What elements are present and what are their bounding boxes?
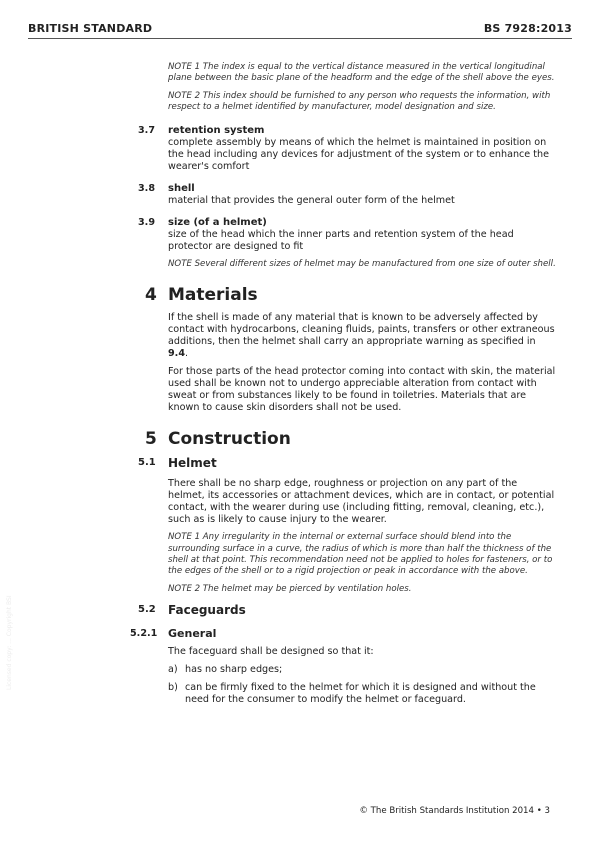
header-right: BS 7928:2013 <box>483 22 572 35</box>
header-left: BRITISH STANDARD <box>28 22 153 35</box>
materials-paragraph-1: If the shell is made of any material that is known to be adversely affected by contact with hydrocarbons, cleaning fluids, paints, transfers or other extraneous additions, then the helmet shall carry an appropriate warning as specified in 9.4. <box>168 312 555 360</box>
section-number: 4 <box>145 285 157 306</box>
definition-note: NOTE Several different sizes of helmet may be manufactured from one size of outer shell. <box>168 259 556 270</box>
helmet-paragraph: There shall be no sharp edge, roughness or projection on any part of the helmet, its accessories or attachment devices, which are in contact, or potential contact, with the wearer during use (including fitting, removal, cleaning, etc.), such as is likely to cause injury to the wearer. <box>168 478 555 526</box>
term: retention system <box>168 125 265 137</box>
subsection-title: Faceguards <box>168 602 246 617</box>
list-item-text: has no sharp edges; <box>185 663 283 675</box>
subsection-5-1-heading <box>0 456 600 472</box>
subsection-number: 5.2.1 <box>130 627 158 639</box>
definition-3-7 <box>0 125 600 173</box>
note-1: NOTE 1 The index is equal to the vertical distance measured in the vertical longitudinal plane between the basic plane of the headform and the edge of the shell above the eyes. <box>168 62 555 84</box>
running-header <box>28 22 572 35</box>
definition-text: size of the head which the inner parts and retention system of the head protector are designed to fit <box>168 229 514 253</box>
subsection-title: Helmet <box>168 456 217 471</box>
subsection-number: 5.1 <box>138 457 156 469</box>
clause-number: 3.8 <box>138 183 155 195</box>
section-title: Construction <box>168 429 291 450</box>
header-rule <box>28 38 572 39</box>
definition-3-9 <box>0 217 600 270</box>
page-footer: © The British Standards Institution 2014 • 3 <box>359 806 550 816</box>
clause-number: 3.7 <box>138 125 155 137</box>
subsection-5-2-heading <box>0 603 600 619</box>
sidebar-licence-text: Licensed copy: ... Copyright BSI <box>6 595 13 690</box>
subsection-title: General <box>168 626 217 640</box>
term: size (of a helmet) <box>168 217 267 229</box>
definition-3-8 <box>0 183 600 207</box>
faceguard-intro: The faceguard shall be designed so that it: <box>168 645 374 657</box>
list-marker: b) <box>168 681 178 693</box>
list-item-text: can be firmly fixed to the helmet for which it is designed and without the need for the consumer to modify the helmet or faceguard. <box>185 681 536 705</box>
subsection-number: 5.2 <box>138 603 156 615</box>
section-number: 5 <box>145 429 157 450</box>
section-5-heading <box>0 428 600 452</box>
list-marker: a) <box>168 663 178 675</box>
clause-reference: 9.4 <box>168 348 185 360</box>
page-content <box>0 62 600 706</box>
note-2: NOTE 2 This index should be furnished to any person who requests the information, with respect to a helmet identified by manufacturer, model designation and size. <box>168 90 551 112</box>
section-title: Materials <box>168 285 258 306</box>
helmet-note-1: NOTE 1 Any irregularity in the internal or external surface should blend into the surrounding surface in a curve, the radius of which is more than half the thickness of the shell at that point. This recommendation need not be applied to holes for fasteners, or to the edges of the shell or to a rigid projection or peak in accordance with the above. <box>168 532 553 577</box>
list-item <box>168 664 556 676</box>
definition-text: material that provides the general outer form of the helmet <box>168 195 455 207</box>
section-4-heading <box>0 284 600 308</box>
clause-number: 3.9 <box>138 217 155 229</box>
materials-paragraph-2: For those parts of the head protector coming into contact with skin, the material used shall be known not to undergo appreciable alteration from contact with sweat or from substances likely to be found in toiletries. Materials that are known to cause skin disorders shall not be used. <box>168 366 556 414</box>
term: shell <box>168 183 195 195</box>
definition-text: complete assembly by means of which the helmet is maintained in position on the head including any devices for adjustment of the system or to enhance the wearer's comfort <box>168 137 550 173</box>
list-item <box>168 682 556 706</box>
subsection-5-2-1-heading <box>0 627 600 642</box>
helmet-note-2: NOTE 2 The helmet may be pierced by ventilation holes. <box>168 583 412 594</box>
